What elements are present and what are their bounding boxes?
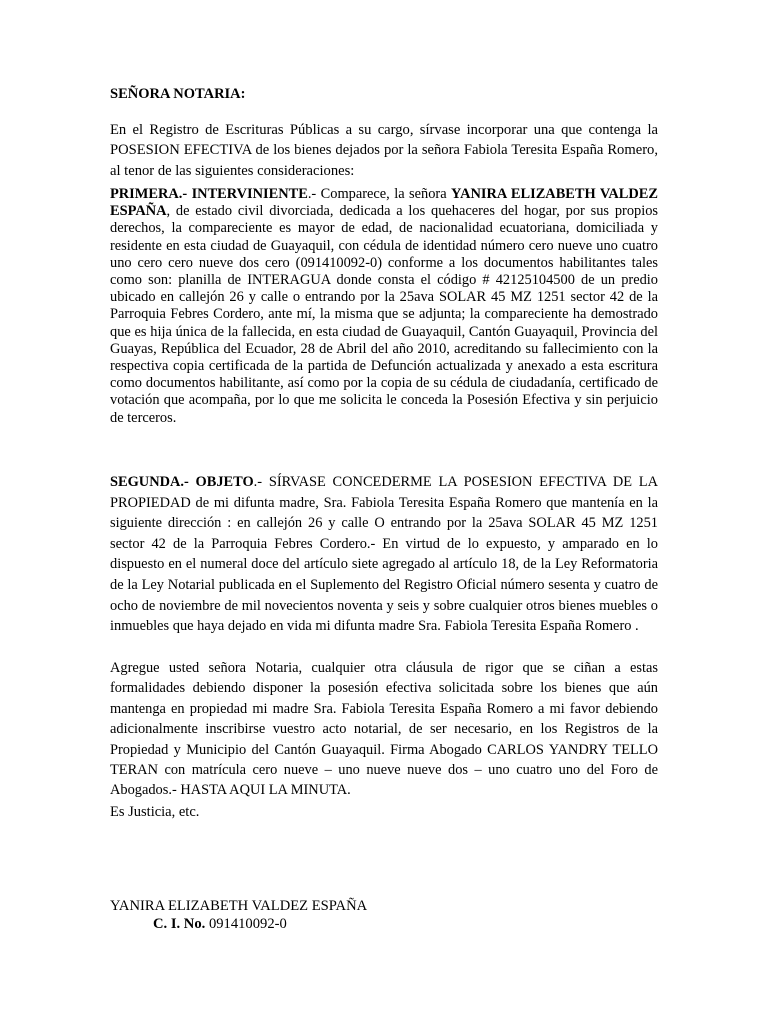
primera-label: PRIMERA.- INTERVINIENTE — [110, 186, 308, 202]
ci-number: 091410092-0 — [205, 916, 287, 932]
signature-ci — [153, 916, 287, 933]
primera-sep: .- Comparece, la señora — [307, 186, 452, 202]
signature-name: YANIRA ELIZABETH VALDEZ ESPAÑA — [110, 898, 368, 914]
primera-paragraph — [110, 186, 658, 427]
agregue-paragraph: Agregue usted señora Notaria, cualquier otra cláusula de rigor que se ciñan a estas formalidades debiendo disponer la posesión efectiva solicitada sobre los bienes que aún mantenga en propiedad mi madre Sra. Fabiola Teresita España Romero a mi favor debiendo adicionalmente inscribirse vuestro acto notarial, de ser necesario, en los Registros de la Propiedad y Municipio del Cantón Guayaquil. Firma Abogado CARLOS YANDRY TELLO TERAN con matrícula cero nueve – uno nueve nueve dos – uno cuatro uno del Foro de Abogados.- HASTA AQUI LA MINUTA. — [110, 660, 658, 799]
primera-body: , de estado civil divorciada, dedicada a los quehaceres del hogar, por sus propios derechos, la compareciente es mayor de edad, de nacionalidad ecuatoriana, domiciliada y residente en esta ciudad de Guayaquil, con cédula de identidad número cero nueve uno cuatro uno cero cero nueve dos cero (091410092-0) conforme a los documentos habilitantes tales como son: planilla de INTERAGUA donde consta el código # 42125104500 de un predio ubicado en callejón 26 y calle o entrando por la 25ava SOLAR 45 MZ 1251 sector 42 de la Parroquia Febres Cordero, ante mí, la misma que se adjunta; la compareciente ha demostrado que es hija única de la fallecida, en esta ciudad de Guayaquil, Cantón Guayaquil, Provincia del Guayas, República del Ecuador, 28 de Abril del año 2010, acreditando su fallecimiento con la respectiva copia certificada de la partida de Defunción actualizada y anexado a esta escritura como documentos habilitante, así como por la copia de su cédula de ciudadanía, certificado de votación que acompaña, por lo que me solicita le conceda la Posesión Efectiva y sin perjuicio de terceros. — [110, 203, 658, 426]
intro-paragraph: En el Registro de Escrituras Públicas a su cargo, sírvase incorporar una que contenga la POSESION EFECTIVA de los bienes dejados por la señora Fabiola Teresita España Romero, al tenor de las siguientes consideraciones: — [110, 122, 658, 179]
segunda-label: SEGUNDA.- OBJETO — [110, 474, 254, 490]
ci-label: C. I. No. — [153, 916, 206, 932]
document-heading: SEÑORA NOTARIA: — [110, 86, 246, 102]
segunda-paragraph — [110, 472, 658, 637]
compareciente-name: YANIRA ELIZABETH VALDEZ ESPAÑA — [110, 186, 658, 220]
segunda-body: .- SÍRVASE CONCEDERME LA POSESION EFECTIVA DE LA PROPIEDAD de mi difunta madre, Sra. Fabiola Teresita España Romero que mantenía en la siguiente dirección : en callejón 26 y calle O entrando por la 25ava SOLAR 45 MZ 1251 sector 42 de la Parroquia Febres Cordero.- En virtud de lo expuesto, y amparado en lo dispuesto en el numeral doce del artículo siete agregado al artículo 18, de la Ley Reformatoria de la Ley Notarial publicada en el Suplemento del Registro Oficial número sesenta y cuatro de ocho de noviembre de mil novecientos noventa y seis y sobre cualquier otros bienes muebles o inmuebles que haya dejado en vida mi difunta madre Sra. Fabiola Teresita España Romero . — [110, 474, 658, 635]
closing-text: Es Justicia, etc. — [110, 804, 200, 820]
